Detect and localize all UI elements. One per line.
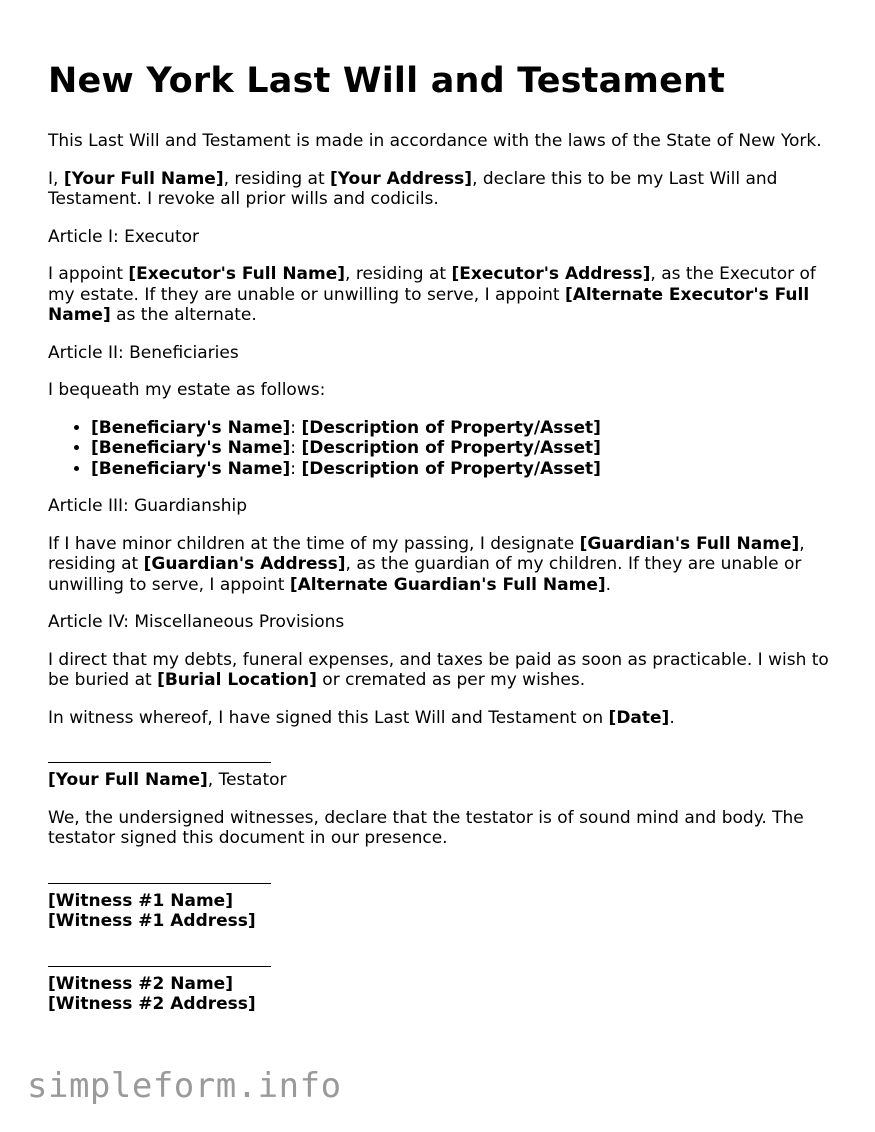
article-4-heading: Article IV: Miscellaneous Provisions — [48, 612, 345, 632]
witness-2-name: [Witness #2 Name] — [48, 973, 233, 994]
asset-placeholder: [Description of Property/Asset] — [301, 417, 601, 438]
article-4-paragraph — [48, 650, 838, 691]
guardian-address-placeholder: [Guardian's Address] — [143, 554, 346, 574]
article-1-heading: Article I: Executor — [48, 226, 199, 247]
declaration-text: , residing at — [223, 168, 331, 189]
article-3-text: . — [605, 574, 612, 595]
article-3-text: If I have minor children at the time of my passing, I designate — [48, 533, 580, 554]
asset-placeholder: [Description of Property/Asset] — [301, 458, 601, 479]
article-4-text: I direct that my debts, funeral expenses, and taxes be paid as soon as practicable. I wish to be buried at — [48, 649, 829, 690]
document-page — [48, 58, 838, 1015]
article-1-paragraph — [48, 264, 838, 326]
witness-2-address: [Witness #2 Address] — [48, 994, 256, 1014]
alternate-executor-placeholder: [Alternate Executor's Full Name] — [48, 284, 810, 325]
date-placeholder: [Date] — [608, 707, 670, 728]
witness-declaration: We, the undersigned witnesses, declare that the testator is of sound mind and body. The testator signed this document in our presence. — [48, 807, 804, 848]
witness-2-block — [48, 974, 838, 1015]
beneficiary-item — [91, 459, 838, 480]
article-1-text: , residing at — [345, 264, 452, 284]
burial-location-placeholder: [Burial Location] — [157, 670, 317, 690]
declaration-paragraph — [48, 169, 838, 210]
executor-address-placeholder: [Executor's Address] — [451, 264, 651, 284]
beneficiary-item — [91, 438, 838, 459]
watermark: simpleform.info — [27, 1066, 342, 1106]
witness-1-signature-line — [48, 883, 271, 884]
testator-name-placeholder: [Your Full Name] — [63, 168, 224, 189]
intro-paragraph: This Last Will and Testament is made in accordance with the laws of the State of New York. — [48, 131, 822, 151]
guardian-name-placeholder: [Guardian's Full Name] — [579, 533, 800, 554]
testator-address-placeholder: [Your Address] — [330, 168, 473, 189]
article-3-paragraph — [48, 534, 838, 596]
asset-placeholder: [Description of Property/Asset] — [301, 438, 601, 458]
article-1-text: , as the Executor of my estate. If they are unable or unwilling to serve, I appoint — [48, 264, 816, 305]
article-1-text: as the alternate. — [110, 305, 257, 325]
separator: : — [290, 438, 302, 458]
testator-signature-line — [48, 762, 271, 763]
witness-clause-text: In witness whereof, I have signed this Last Will and Testament on — [48, 707, 609, 728]
witness-2-signature-line — [48, 966, 271, 967]
alternate-guardian-placeholder: [Alternate Guardian's Full Name] — [289, 574, 606, 595]
witness-1-block — [48, 891, 838, 932]
executor-name-placeholder: [Executor's Full Name] — [128, 264, 346, 284]
article-4-text: or cremated as per my wishes. — [316, 670, 586, 690]
beneficiary-name-placeholder: [Beneficiary's Name] — [91, 458, 291, 479]
declaration-text: , declare this to be my Last Will and Testament. I revoke all prior wills and codicils. — [48, 168, 778, 209]
article-2-intro: I bequeath my estate as follows: — [48, 380, 326, 400]
beneficiary-item — [91, 418, 838, 439]
testator-signature-name: [Your Full Name] — [48, 770, 208, 790]
article-3-text: , as the guardian of my children. If they are unable or unwilling to serve, I appoint — [48, 554, 802, 595]
separator: : — [290, 417, 302, 438]
beneficiary-name-placeholder: [Beneficiary's Name] — [91, 417, 291, 438]
testator-signature-block — [48, 770, 838, 791]
article-3-heading: Article III: Guardianship — [48, 496, 248, 516]
witness-clause — [48, 708, 838, 729]
article-3-text: , residing at — [48, 533, 805, 574]
witness-1-address: [Witness #1 Address] — [48, 911, 256, 931]
beneficiary-name-placeholder: [Beneficiary's Name] — [91, 438, 291, 458]
witness-1-name: [Witness #1 Name] — [48, 890, 233, 911]
declaration-text: I, — [48, 168, 64, 189]
testator-role: , Testator — [207, 770, 287, 790]
article-2-heading: Article II: Beneficiaries — [48, 342, 239, 363]
separator: : — [290, 458, 302, 479]
document-title: New York Last Will and Testament — [48, 61, 726, 101]
witness-clause-text: . — [669, 707, 675, 728]
article-1-text: I appoint — [48, 264, 129, 284]
beneficiary-list — [48, 418, 838, 480]
